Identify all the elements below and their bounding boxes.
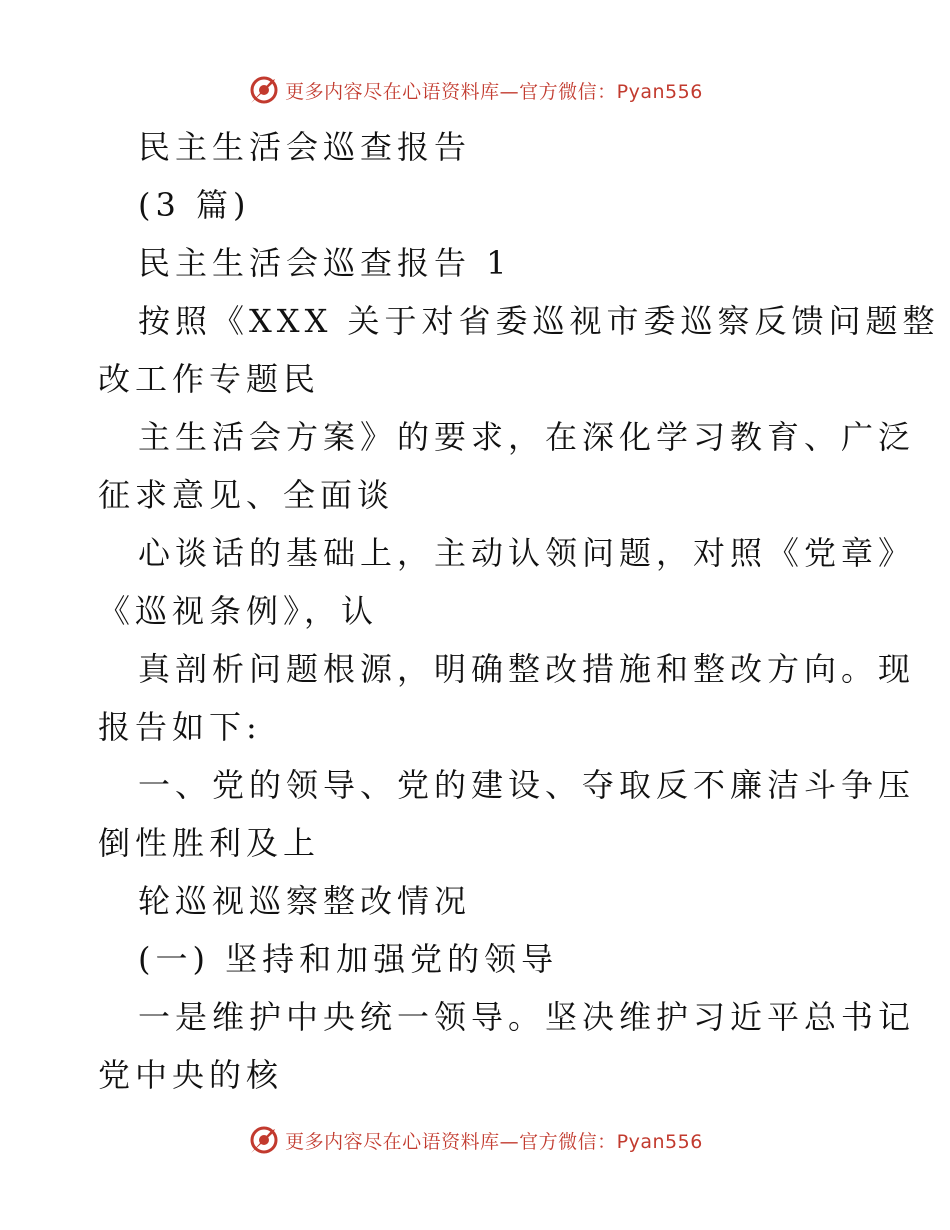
footer-banner xyxy=(0,1120,950,1160)
paragraph-line: 改工作专题民 xyxy=(98,360,321,398)
subsection-heading: (一) 坚持和加强党的领导 xyxy=(138,940,559,978)
footer-banner-text: 更多内容尽在心语资料库—官方微信：Pyan556 xyxy=(285,1130,703,1153)
header-banner xyxy=(0,70,950,110)
header-banner-text: 更多内容尽在心语资料库—官方微信：Pyan556 xyxy=(285,80,703,103)
section-heading: 民主生活会巡查报告 1 xyxy=(138,244,512,282)
paragraph-line: 按照《XXX 关于对省委巡视市委巡察反馈问题整 xyxy=(138,302,940,340)
paragraph-line: 报告如下: xyxy=(98,708,262,746)
document-body xyxy=(98,118,940,1104)
paragraph-line: 一、党的领导、党的建设、夺取反不廉洁斗争压 xyxy=(138,766,916,804)
paragraph-line: 心谈话的基础上，主动认领问题，对照《党章》 xyxy=(138,534,916,572)
paragraph-line: 征求意见、全面谈 xyxy=(98,476,395,514)
paragraph-line: 《巡视条例》，认 xyxy=(98,592,379,630)
paragraph-line: 倒性胜利及上 xyxy=(98,824,321,862)
paragraph-line: 轮巡视巡察整改情况 xyxy=(138,882,472,920)
paragraph-line: 党中央的核 xyxy=(98,1056,284,1094)
quill-logo-icon xyxy=(247,1123,281,1157)
doc-subtitle: (3 篇) xyxy=(138,186,251,224)
paragraph-line: 主生活会方案》的要求，在深化学习教育、广泛 xyxy=(138,418,916,456)
doc-title: 民主生活会巡查报告 xyxy=(138,128,472,166)
quill-logo-icon xyxy=(247,73,281,107)
paragraph-line: 真剖析问题根源，明确整改措施和整改方向。现 xyxy=(138,650,916,688)
paragraph-line: 一是维护中央统一领导。坚决维护习近平总书记 xyxy=(138,998,916,1036)
